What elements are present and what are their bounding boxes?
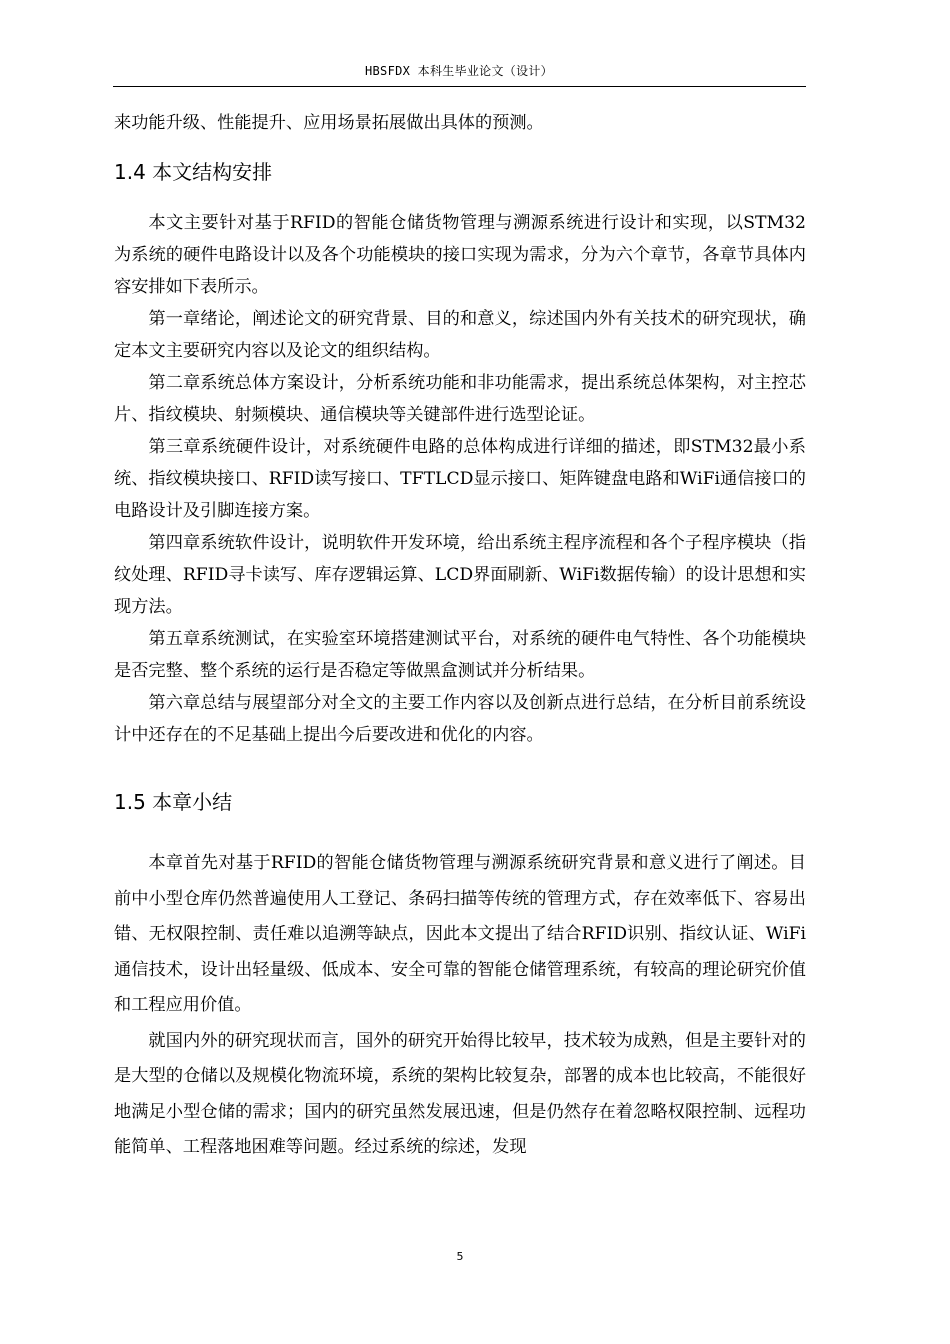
paragraph: 本文主要针对基于RFID的智能仓储货物管理与溯源系统进行设计和实现，以STM32为系统的硬件电路设计以及各个功能模块的接口实现为需求，分为六个章节，各章节具体内容安排如下表所示。 [114,213,806,297]
paragraph: 就国内外的研究现状而言，国外的研究开始得比较早，技术较为成熟，但是主要针对的是大型的仓储以及规模化物流环境，系统的架构比较复杂，部署的成本也比较高，不能很好地满足小型仓储的需求；国内的研究虽然发展迅速，但是仍然存在着忽略权限控制、远程功能简单、工程落地困难等问题。经过系统的综述，发现 [114,1030,806,1157]
paragraph: 第六章总结与展望部分对全文的主要工作内容以及创新点进行总结，在分析目前系统设计中还存在的不足基础上提出今后要改进和优化的内容。 [114,693,806,745]
paragraph: 第一章绪论，阐述论文的研究背景、目的和意义，综述国内外有关技术的研究现状，确定本文主要研究内容以及论文的组织结构。 [114,309,806,361]
paragraph: 第四章系统软件设计，说明软件开发环境，给出系统主程序流程和各个子程序模块（指纹处理、RFID寻卡读写、库存逻辑运算、LCD界面刷新、WiFi数据传输）的设计思想和实现方法。 [114,533,806,617]
section-heading-1-4: 1.4 本文结构安排 [114,160,273,184]
section-1-5-body [114,846,806,1166]
paragraph: 第三章系统硬件设计，对系统硬件电路的总体构成进行详细的描述，即STM32最小系统、指纹模块接口、RFID读写接口、TFTLCD显示接口、矩阵键盘电路和WiFi通信接口的电路设计及引脚连接方案。 [114,437,806,521]
page-number: 5 [456,1250,464,1263]
continuation-text [114,107,806,139]
section-1-4-body [114,207,806,751]
paragraph: 本章首先对基于RFID的智能仓储货物管理与溯源系统研究背景和意义进行了阐述。目前中小型仓库仍然普遍使用人工登记、条码扫描等传统的管理方式，存在效率低下、容易出错、无权限控制、责任难以追溯等缺点，因此本文提出了结合RFID识别、指纹认证、WiFi通信技术，设计出轻量级、低成本、安全可靠的智能仓储管理系统，有较高的理论研究价值和工程应用价值。 [114,853,806,1015]
paragraph: 第五章系统测试，在实验室环境搭建测试平台，对系统的硬件电气特性、各个功能模块是否完整、整个系统的运行是否稳定等做黑盒测试并分析结果。 [114,629,806,681]
section-heading-1-5: 1.5 本章小结 [114,790,233,814]
continuation-paragraph: 来功能升级、性能提升、应用场景拓展做出具体的预测。 [114,113,544,133]
header-rule [113,86,806,87]
paragraph: 第二章系统总体方案设计，分析系统功能和非功能需求，提出系统总体架构，对主控芯片、指纹模块、射频模块、通信模块等关键部件进行选型论证。 [114,373,806,425]
running-header: HBSFDX 本科生毕业论文（设计） [365,64,553,78]
